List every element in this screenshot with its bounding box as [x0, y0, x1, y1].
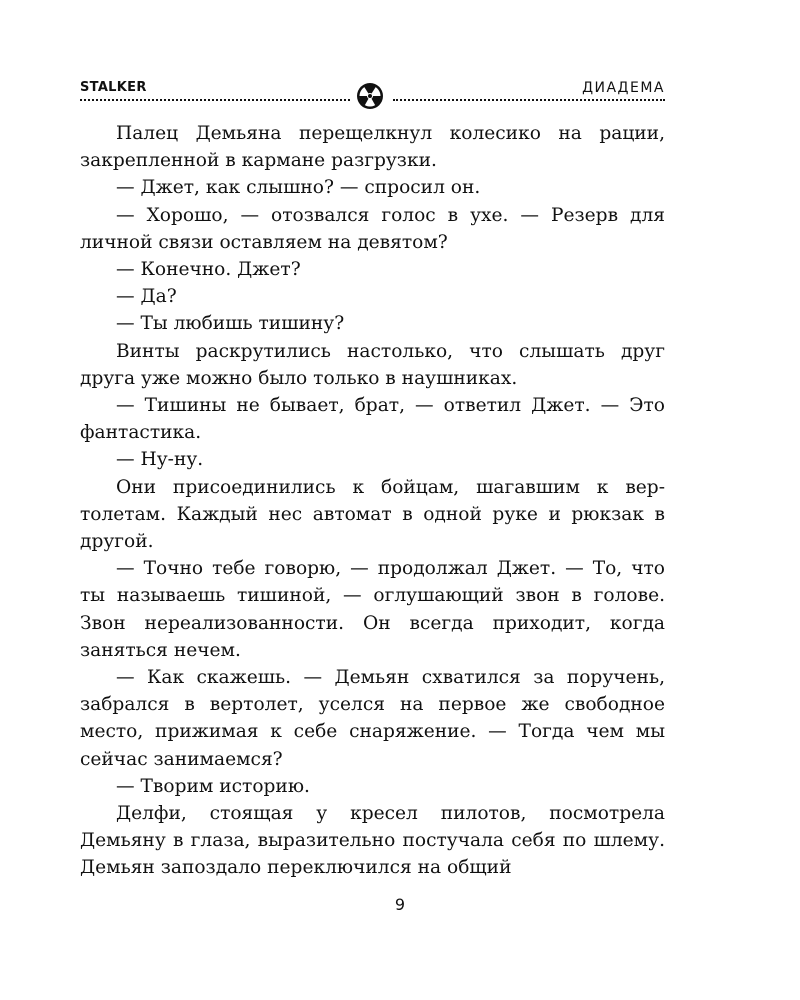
paragraph: — Творим историю. [116, 775, 310, 797]
paragraph: — Точно тебе говорю, — продолжал Джет. — То, что ты называешь тишиной, — оглушающий звон в голове. Звон нереализованности. Он всегда приходит, когда заняться нечем. [80, 558, 665, 661]
paragraph: — Тишины не бывает, брат, — ответил Джет. — Это фантастика. [80, 395, 665, 444]
paragraph: Они присоединились к бойцам, шагавшим к вертолетам. Каждый нес автомат в одной руке и рюкзак в другой. [80, 476, 665, 553]
header-dotted-rule-right [393, 99, 665, 101]
body-text [80, 120, 665, 882]
running-header [80, 78, 665, 108]
paragraph: — Хорошо, — отозвался голос в ухе. — Резерв для личной связи оставляем на девятом? [80, 204, 665, 253]
paragraph: — Да? [116, 286, 177, 308]
paragraph: Палец Демьяна перещелкнул колесико на рации, закрепленной в кармане разгрузки. [80, 123, 665, 172]
series-name: STALKER [80, 80, 147, 95]
paragraph: — Ну-ну. [116, 449, 204, 471]
paragraph: — Как скажешь. — Демьян схватился за поручень, забрался в вертолет, уселся на первое же свободное место, прижимая к себе снаряжение. — Тогда чем мы сейчас занимаемся? [80, 667, 665, 770]
header-dotted-rule-left [80, 99, 350, 101]
paragraph: — Джет, как слышно? — спросил он. [116, 177, 481, 199]
book-title: ДИАДЕМА [582, 80, 665, 96]
paragraph: Делфи, стоящая у кресел пилотов, посмотрела Демьяну в глаза, выразительно постучала себя по шлему. Демьян запоздало переключился на общий [80, 803, 665, 879]
page-number: 9 [394, 895, 406, 914]
paragraph: — Конечно. Джет? [116, 259, 301, 281]
paragraph: — Ты любишь тишину? [116, 313, 345, 335]
paragraph: Винты раскрутились настолько, что слышать друг друга уже можно было только в наушниках. [80, 340, 665, 389]
radiation-hazard-icon [356, 82, 384, 110]
